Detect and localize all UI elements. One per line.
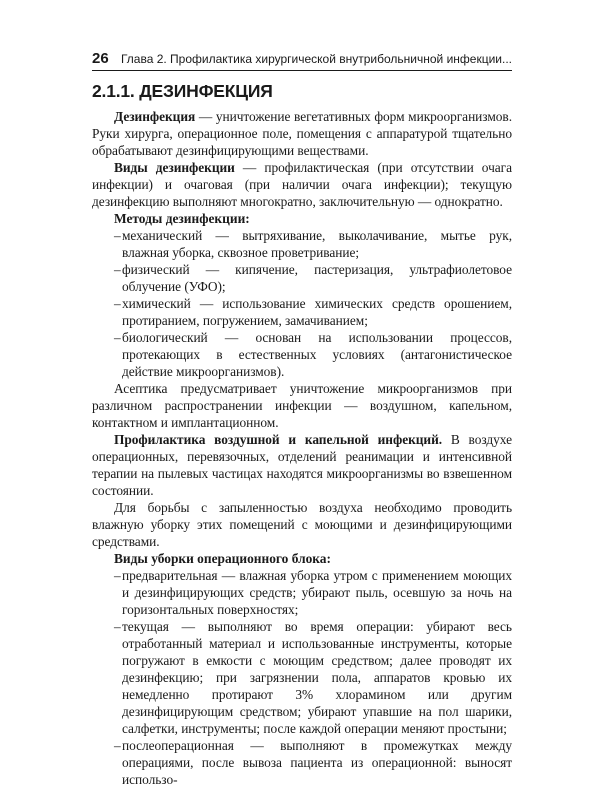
page-number: 26: [92, 50, 109, 67]
paragraph-asepsis: Асептика предусматривает уничтожение микроорганизмов при различном распространении инфекции — воздушном, капельном, контактном и имплантационном.: [92, 381, 512, 430]
paragraph-dust: Для борьбы с запыленностью воздуха необходимо проводить влажную уборку этих помещений с моющими и дезинфицирующими средствами.: [92, 500, 512, 549]
list-item: – механический — вытряхивание, выколачивание, мытье рук, влажная уборка, сквозное проветривание;: [92, 227, 512, 261]
list-item: – предварительная — влажная уборка утром с применением моющих и дезинфицирующих средств; убирают пыль, осевшую за ночь на горизонтальных поверхностях;: [92, 567, 512, 618]
paragraph-prophylaxis-text: В воздухе операционных, перевязочных, отделений реанимации и интенсивной терапии на пылевых частицах находятся микроорганизмы во взвешенном состоянии.: [92, 432, 512, 498]
paragraph-types-text: — профилактическая (при отсутствии очага инфекции) и очаговая (при наличии очага инфекции); текущую дезинфекцию выполняют многократно, заключительную — однократно.: [92, 160, 512, 209]
term-types: Виды дезинфекции: [114, 160, 235, 175]
list-item: – послеоперационная — выполняют в промежутках между операциями, после вывоза пациента из операционной: выносят использо-: [92, 737, 512, 788]
section-title: 2.1.1. ДЕЗИНФЕКЦИЯ: [92, 81, 273, 101]
paragraph-disinfection-text: — уничтожение вегетативных форм микроорганизмов. Руки хирурга, операционное поле, помещения с аппаратурой тщательно обрабатывают дезинфицирующими веществами.: [92, 109, 512, 158]
term-disinfection: Дезинфекция: [114, 109, 196, 124]
methods-heading: Методы дезинфекции:: [114, 211, 250, 226]
running-head: Глава 2. Профилактика хирургической внутрибольничной инфекции...: [120, 52, 512, 66]
methods-list: [92, 227, 512, 380]
cleaning-list: [92, 567, 512, 788]
paragraph-types: [92, 159, 512, 210]
term-prophylaxis: Профилактика воздушной и капельной инфекций.: [114, 432, 443, 447]
page-content: [92, 80, 512, 788]
list-item: – текущая — выполняют во время операции: убирают весь отработанный материал и использованные инструменты, которые погружают в емкости с моющим средством; далее проводят их дезинфекцию; при загрязнении пола, аппаратов кровью их немедленно протирают 3% хлорамином или другим дезинфицирующим средством; убирают упавшие на пол шарики, салфетки, инструменты; после каждой операции меняют простыни;: [92, 618, 512, 737]
header-rule: [92, 70, 512, 71]
paragraph-disinfection: [92, 108, 512, 159]
list-item: – химический — использование химических средств орошением, протиранием, погружением, замачиванием;: [92, 295, 512, 329]
list-item: – биологический — основан на использовании процессов, протекающих в естественных условиях (антагонистическое действие микроорганизмов).: [92, 329, 512, 380]
paragraph-prophylaxis: [92, 431, 512, 499]
cleaning-heading: Виды уборки операционного блока:: [114, 551, 331, 566]
list-item: – физический — кипячение, пастеризация, ультрафиолетовое облучение (УФО);: [92, 261, 512, 295]
